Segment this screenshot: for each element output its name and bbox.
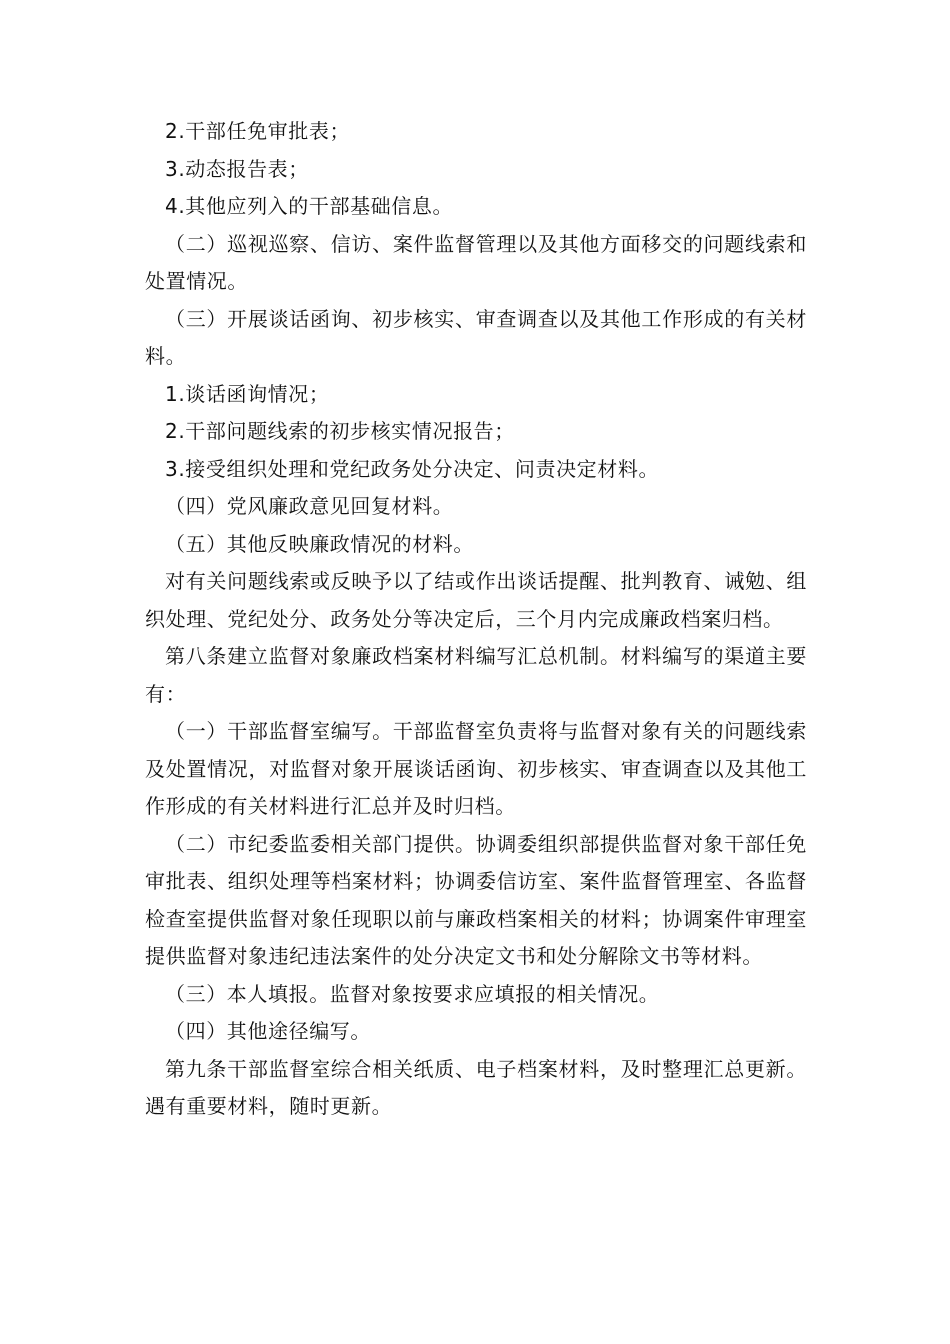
paragraph-inspection-clues: （二）巡视巡察、信访、案件监督管理以及其他方面移交的问题线索和处置情况。 bbox=[145, 231, 807, 293]
article-9: 第九条干部监督室综合相关纸质、电子档案材料，及时整理汇总更新。遇有重要材料，随时更新。 bbox=[145, 1056, 807, 1118]
paragraph-investigation-materials: （三）开展谈话函询、初步核实、审查调查以及其他工作形成的有关材料。 bbox=[145, 306, 807, 368]
list-item-approval-form: 2.干部任免审批表； bbox=[165, 119, 351, 143]
paragraph-other-channels: （四）其他途径编写。 bbox=[165, 1019, 371, 1043]
list-item-basic-info: 4.其他应列入的干部基础信息。 bbox=[165, 194, 454, 218]
list-item-disciplinary-decisions: 3.接受组织处理和党纪政务处分决定、问责决定材料。 bbox=[165, 456, 660, 481]
paragraph-archiving-deadline: 对有关问题线索或反映予以了结或作出谈话提醒、批判教育、诫勉、组织处理、党纪处分、政务处分等决定后，三个月内完成廉政档案归档。 bbox=[145, 569, 807, 631]
paragraph-supervision-office: （一）干部监督室编写。干部监督室负责将与监督对象有关的问题线索及处置情况，对监督对象开展谈话函询、初步核实、审查调查以及其他工作形成的有关材料进行汇总并及时归档。 bbox=[145, 719, 807, 818]
list-item-verification-report: 2.干部问题线索的初步核实情况报告； bbox=[165, 419, 515, 443]
document-body bbox=[145, 113, 807, 1126]
paragraph-integrity-replies: （四）党风廉政意见回复材料。 bbox=[165, 494, 454, 518]
paragraph-other-materials: （五）其他反映廉政情况的材料。 bbox=[165, 531, 474, 556]
paragraph-departments-provide: （二）市纪委监委相关部门提供。协调委组织部提供监督对象干部任免审批表、组织处理等档案材料；协调委信访室、案件监督管理室、各监督检查室提供监督对象任现职以前与廉政档案相关的材料；协调案件审理室提供监督对象违纪违法案件的处分决定文书和处分解除文书等材料。 bbox=[145, 831, 807, 968]
list-item-dynamic-report: 3.动态报告表； bbox=[165, 156, 309, 181]
list-item-inquiry: 1.谈话函询情况； bbox=[165, 381, 330, 406]
paragraph-self-report: （三）本人填报。监督对象按要求应填报的相关情况。 bbox=[165, 981, 660, 1006]
article-8: 第八条建立监督对象廉政档案材料编写汇总机制。材料编写的渠道主要有： bbox=[145, 644, 807, 706]
